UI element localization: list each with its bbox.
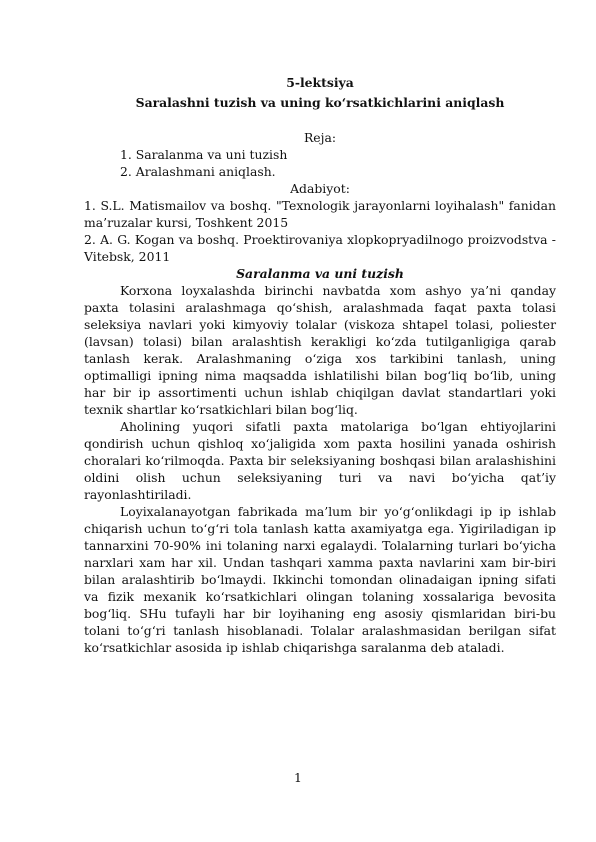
paragraph: Loyixalanayotgan fabrikada ma’lum bir yo‘g‘onlikdagi ip ip ishlab chiqarish uchun to‘g‘ri tola tanlash katta axamiyatga ega. Yigiriladigan ip tannarxini 70-90% ini tolaning narxi egalaydi. Tolalarning turlari bo‘yicha narxlari xam har xil. Undan tashqari xamma paxta navlarini xam bir-biri bilan aralashtirib bo‘lmaydi. Ikkinchi tomondan olinadaigan ipning sifati va fizik mexanik ko‘rsatkichlari olingan tolaning xossalariga bevosita bog‘liq. SHu tufayli har bir loyihaning eng asosiy qismlaridan biri-bu tolani to‘g‘ri tanlash hisoblanadi. Tolalar aralashmasidan berilgan sifat ko‘rsatkichlar asosida ip ishlab chiqarishga saralanma deb ataladi. [84, 504, 556, 655]
plan-item: 1. Saralanma va uni tuzish [120, 147, 288, 162]
paragraph: Korxona loyxalashda birinchi navbatda xom ashyo ya’ni qanday paxta tolasini aralashmaga qo‘shish, aralashmada faqat paxta tolasi seleksiya navlari yoki kimyoviy tolalar (viskoza shtapel tolasi, poliester (lavsan) tolasi) bilan aralashtish kerakligi ko‘zda tutilganligiga qarab tanlash kerak. Aralashmaning o‘ziga xos tarkibini tanlash, uning optimalligi ipning nima maqsadda ishlatilishi bilan bog‘liq bo‘lib, uning har bir ip assortimenti uchun ishlab chiqilgan davlat standartlari yoki texnik shartlar ko‘rsatkichlari bilan bog‘liq. [84, 283, 556, 417]
literature-heading: Adabiyot: [290, 181, 350, 196]
lecture-title: Saralashni tuzish va uning ko‘rsatkichlarini aniqlash [135, 95, 505, 110]
plan-item: 2. Aralashmani aniqlash. [120, 164, 276, 179]
reference-list [84, 197, 556, 265]
reference-item: 2. A. G. Kogan va boshq. Proektirovaniya xlopkopryadilnogo proizvodstva -Vitebsk, 2011 [84, 232, 556, 264]
plan-list [84, 146, 556, 180]
paragraph: Aholining yuqori sifatli paxta matolariga bo‘lgan ehtiyojlarini qondirish uchun qishloq xo‘jaligida xom paxta hosilini yanada oshirish choralari ko‘rilmoqda. Paxta bir seleksiyaning boshqasi bilan aralashishini oldini olish uchun seleksiyaning turi va navi bo‘yicha qat’iy rayonlashtiriladi. [84, 419, 556, 502]
lecture-number: 5-lektsiya [286, 75, 354, 90]
document-page [84, 74, 556, 656]
page-number: 1 [294, 770, 302, 785]
section-title: Saralanma va uni tuzish [236, 266, 404, 281]
reference-item: 1. S.L. Matismailov va boshq. "Texnologik jarayonlarni loyihalash" fanidan ma’ruzalar kursi, Toshkent 2015 [84, 198, 556, 230]
plan-heading: Reja: [303, 130, 337, 145]
